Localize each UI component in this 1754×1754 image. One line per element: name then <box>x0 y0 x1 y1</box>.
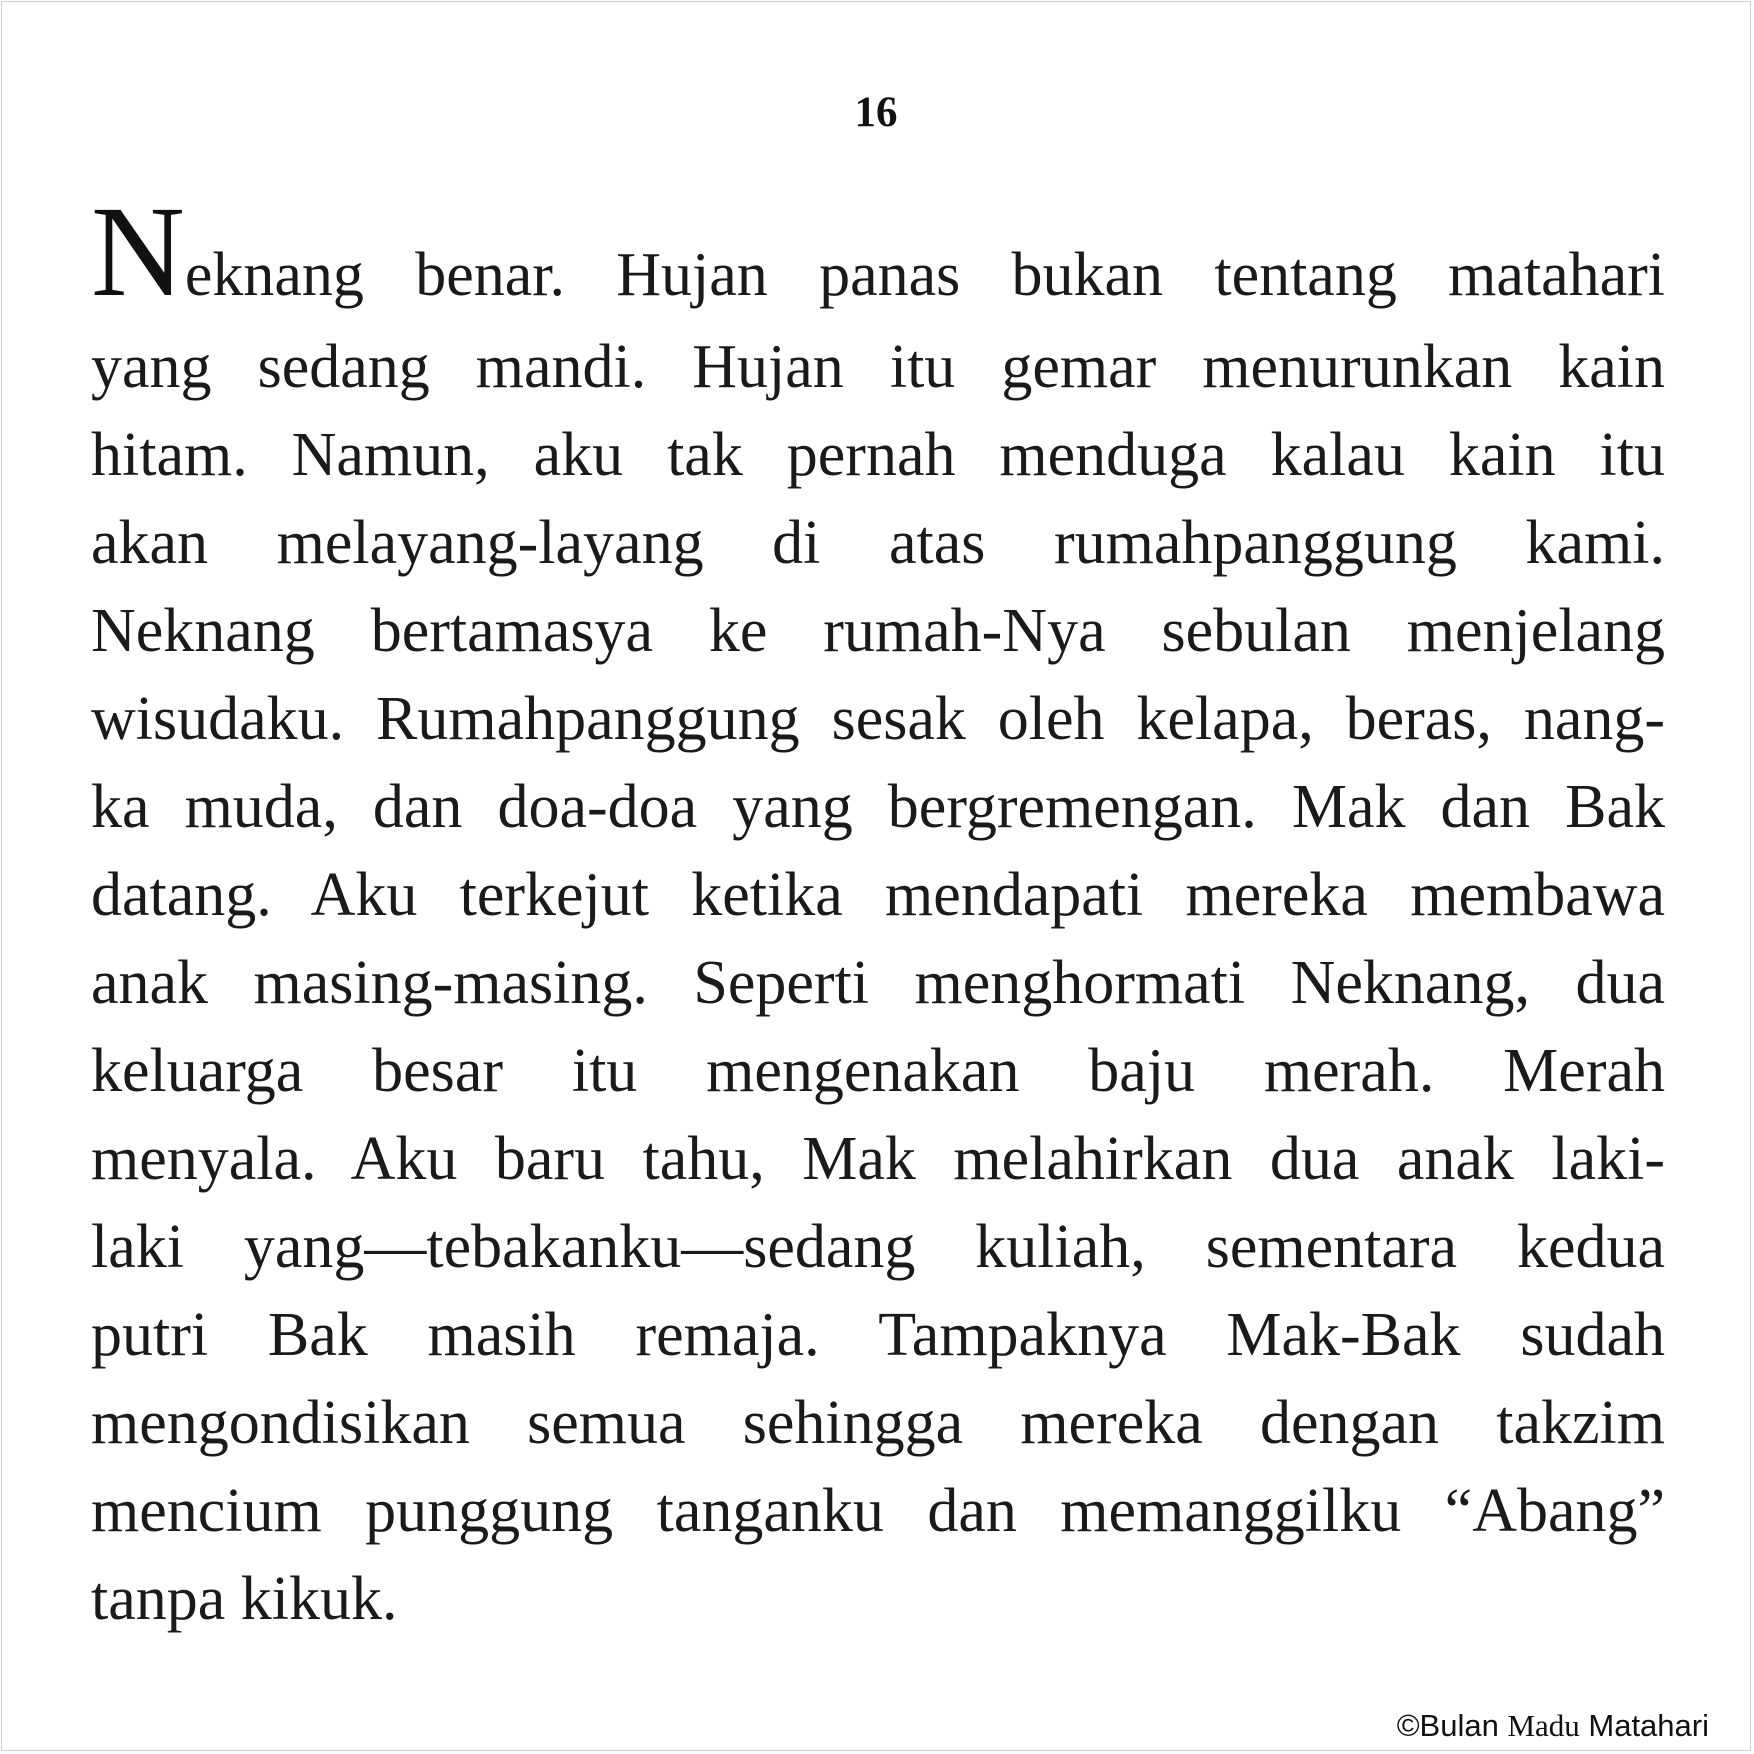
text-line: mencium punggung tanganku dan memanggilku “Abang” <box>91 1477 1665 1545</box>
text-line: Neknang bertamasya ke rumah-Nya sebulan menjelang <box>91 597 1665 665</box>
text-line: menyala. Aku baru tahu, Mak melahirkan dua anak laki- <box>91 1125 1665 1193</box>
text-line <box>91 187 1665 323</box>
text-line: putri Bak masih remaja. Tampaknya Mak-Bak sudah <box>91 1301 1665 1369</box>
text-line: ka muda, dan doa-doa yang bergremengan. Mak dan Bak <box>91 773 1665 841</box>
text-line: tanpa kikuk. <box>91 1565 398 1633</box>
text-line: anak masing-masing. Seperti menghormati Neknang, dua <box>91 949 1665 1017</box>
text-line: keluarga besar itu mengenakan baju merah. Merah <box>91 1037 1665 1105</box>
book-page <box>1 1 1751 1751</box>
text-line: datang. Aku terkejut ketika mendapati mereka membawa <box>91 861 1665 929</box>
copyright-middle: Madu <box>1507 1708 1580 1743</box>
text-line: akan melayang-layang di atas rumahpanggung kami. <box>91 509 1665 577</box>
body-text <box>91 187 1665 1643</box>
page-number: 16 <box>854 89 898 136</box>
text-line: yang sedang mandi. Hujan itu gemar menurunkan kain <box>91 333 1665 401</box>
text-line: wisudaku. Rumahpanggung sesak oleh kelapa, beras, nang- <box>91 685 1665 753</box>
copyright-suffix: Matahari <box>1579 1708 1709 1743</box>
text-line: laki yang—tebakanku—sedang kuliah, sementara kedua <box>91 1213 1665 1281</box>
text-line: mengondisikan semua sehingga mereka dengan takzim <box>91 1389 1665 1457</box>
text-line: hitam. Namun, aku tak pernah menduga kalau kain itu <box>91 421 1665 489</box>
drop-cap: N <box>91 187 185 323</box>
text-line-content: eknang benar. Hujan panas bukan tentang matahari <box>184 241 1665 309</box>
copyright-notice <box>1397 1708 1709 1744</box>
copyright-prefix: ©Bulan <box>1396 1708 1508 1743</box>
